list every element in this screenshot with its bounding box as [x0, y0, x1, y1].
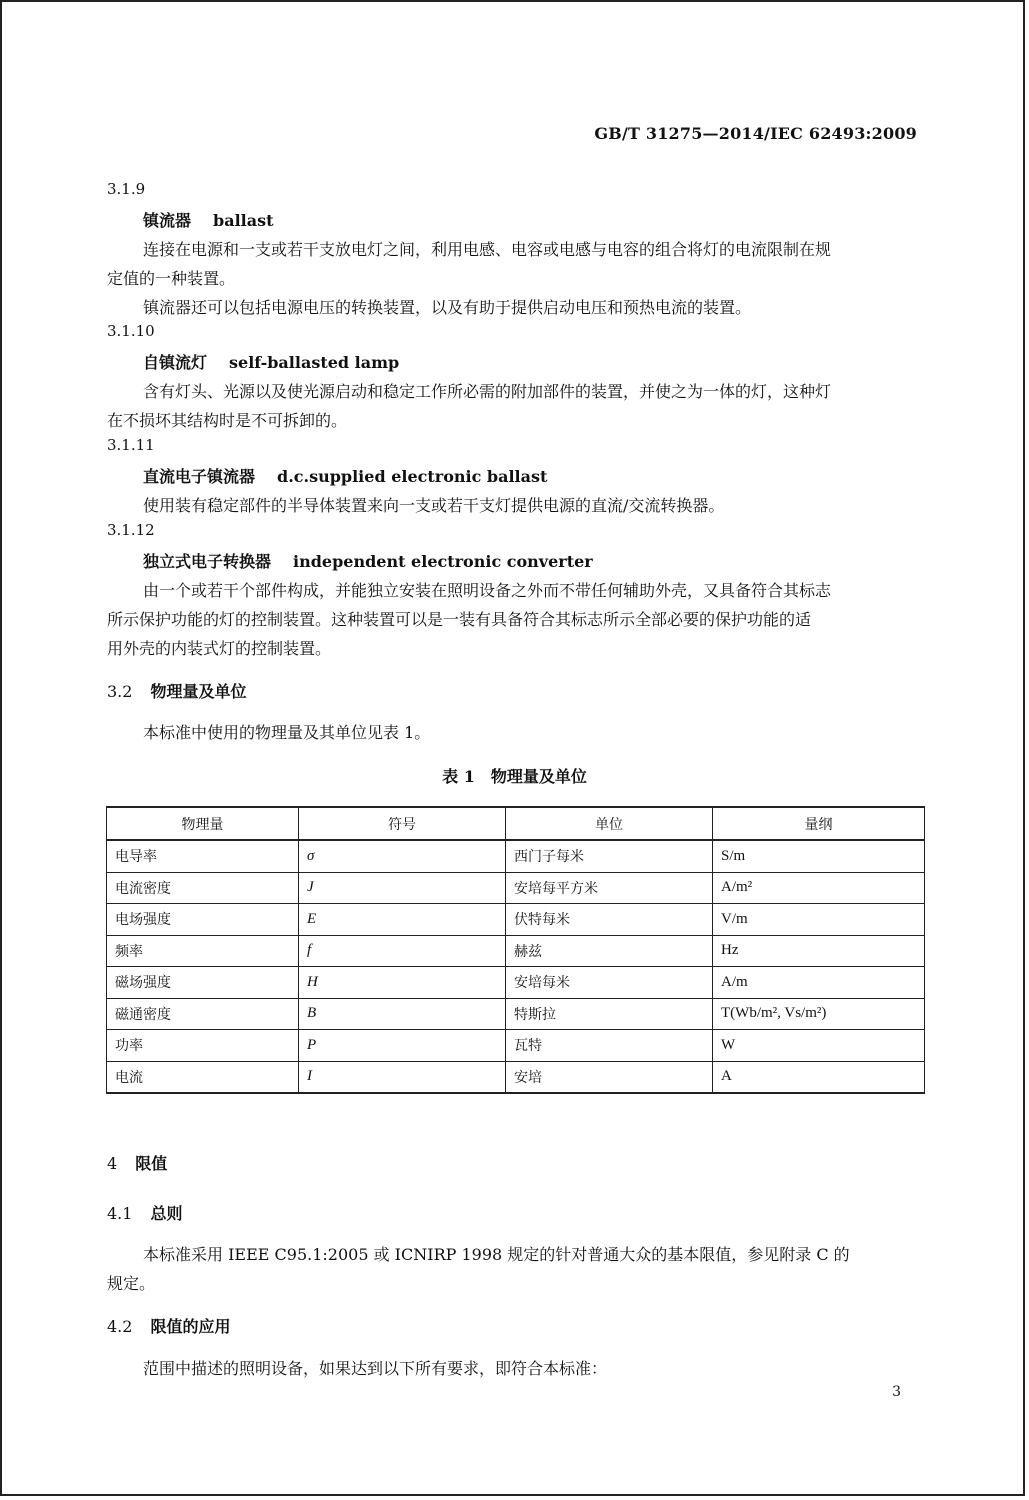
section-title: 限值 [135, 1154, 168, 1173]
quantity-cell: 磁场强度 [107, 967, 299, 999]
column-header: 单位 [506, 807, 713, 840]
symbol-cell: I [299, 1061, 506, 1093]
column-header: 符号 [299, 807, 506, 840]
term-heading [143, 464, 547, 487]
quantity-cell: 电场强度 [107, 904, 299, 936]
unit-cell: 伏特每米 [506, 904, 713, 936]
term-heading [143, 350, 399, 373]
section-heading [107, 1151, 167, 1174]
unit-cell: 瓦特 [506, 1030, 713, 1062]
dimension-cell: S/m [713, 840, 925, 872]
symbol-cell: B [299, 998, 506, 1030]
unit-cell: 安培 [506, 1061, 713, 1093]
definition-line: 在不损坏其结构时是不可拆卸的。 [107, 411, 348, 430]
definition-line: 使用装有稳定部件的半导体装置来向一支或若干支灯提供电源的直流/交流转换器。 [143, 496, 725, 515]
symbol-cell: E [299, 904, 506, 936]
section-heading [107, 1314, 230, 1337]
unit-cell: 安培每米 [506, 967, 713, 999]
table-caption: 表 1 物理量及单位 [442, 767, 587, 786]
section-number: 3.2 [107, 682, 133, 701]
symbol-cell: J [299, 872, 506, 904]
term-zh: 直流电子镇流器 [143, 467, 256, 486]
dimension-cell: A [713, 1061, 925, 1093]
unit-cell: 安培每平方米 [506, 872, 713, 904]
section-heading [107, 679, 246, 702]
definition-line: 连接在电源和一支或若干支放电灯之间，利用电感、电容或电感与电容的组合将灯的电流限制在规 [143, 240, 832, 259]
quantity-cell: 磁通密度 [107, 998, 299, 1030]
section-heading [107, 1201, 182, 1224]
term-en: self-ballasted lamp [229, 353, 400, 372]
dimension-cell: V/m [713, 904, 925, 936]
table-row [107, 1061, 925, 1093]
definition-line: 用外壳的内装式灯的控制装置。 [107, 639, 332, 658]
section-title: 限值的应用 [150, 1317, 231, 1336]
term-heading [143, 208, 274, 231]
section-title: 总则 [150, 1204, 183, 1223]
definition-line: 所示保护功能的灯的控制装置。这种装置可以是一装有具备符合其标志所示全部必要的保护功能的适 [107, 610, 812, 629]
term-en: d.c.supplied electronic ballast [277, 467, 548, 486]
quantity-cell: 功率 [107, 1030, 299, 1062]
clause-number: 3.1.9 [107, 180, 146, 198]
quantity-cell: 电导率 [107, 840, 299, 872]
column-header: 物理量 [107, 807, 299, 840]
term-zh: 自镇流灯 [143, 353, 208, 372]
unit-cell: 赫兹 [506, 935, 713, 967]
quantity-cell: 电流 [107, 1061, 299, 1093]
clause-number: 3.1.10 [107, 322, 155, 340]
table-row [107, 872, 925, 904]
table-row [107, 904, 925, 936]
table-header-row [107, 807, 925, 840]
dimension-cell: A/m [713, 967, 925, 999]
section-number: 4.1 [107, 1204, 133, 1223]
unit-cell: 西门子每米 [506, 840, 713, 872]
unit-cell: 特斯拉 [506, 998, 713, 1030]
clause-number: 3.1.12 [107, 521, 155, 539]
symbol-cell: P [299, 1030, 506, 1062]
term-zh: 独立式电子转换器 [143, 552, 272, 571]
symbol-cell: f [299, 935, 506, 967]
symbol-cell: H [299, 967, 506, 999]
term-heading [143, 549, 593, 572]
body-text: 规定。 [107, 1274, 156, 1293]
table-row [107, 998, 925, 1030]
dimension-cell: Hz [713, 935, 925, 967]
page-number: 3 [892, 1384, 901, 1400]
dimension-cell: W [713, 1030, 925, 1062]
body-text: 范围中描述的照明设备，如果达到以下所有要求，即符合本标准： [143, 1359, 608, 1378]
definition-line: 由一个或若干个部件构成，并能独立安装在照明设备之外而不带任何辅助外壳，又具备符合其标志 [143, 581, 832, 600]
symbol-cell: σ [299, 840, 506, 872]
quantity-cell: 电流密度 [107, 872, 299, 904]
definition-line: 含有灯头、光源以及使光源启动和稳定工作所必需的附加部件的装置，并使之为一体的灯，这种灯 [143, 382, 832, 401]
clause-number: 3.1.11 [107, 436, 155, 454]
standard-header: GB/T 31275—2014/IEC 62493:2009 [594, 124, 917, 143]
dimension-cell: A/m² [713, 872, 925, 904]
term-en: ballast [213, 211, 274, 230]
section-title: 物理量及单位 [150, 682, 247, 701]
section-number: 4.2 [107, 1317, 133, 1336]
term-en: independent electronic converter [293, 552, 593, 571]
table-row [107, 1030, 925, 1062]
table-row [107, 935, 925, 967]
table-row [107, 840, 925, 872]
definition-note: 镇流器还可以包括电源电压的转换装置，以及有助于提供启动电压和预热电流的装置。 [143, 298, 752, 317]
quantity-cell: 频率 [107, 935, 299, 967]
units-table [106, 806, 925, 1094]
dimension-cell: T(Wb/m², Vs/m²) [713, 998, 925, 1030]
definition-line: 定值的一种装置。 [107, 269, 236, 288]
body-text: 本标准采用 IEEE C95.1:2005 或 ICNIRP 1998 规定的针对普通大众的基本限值，参见附录 C 的 [143, 1245, 850, 1264]
column-header: 量纲 [713, 807, 925, 840]
body-text: 本标准中使用的物理量及其单位见表 1。 [143, 723, 431, 742]
table-row [107, 967, 925, 999]
section-number: 4 [107, 1154, 118, 1173]
term-zh: 镇流器 [143, 211, 192, 230]
